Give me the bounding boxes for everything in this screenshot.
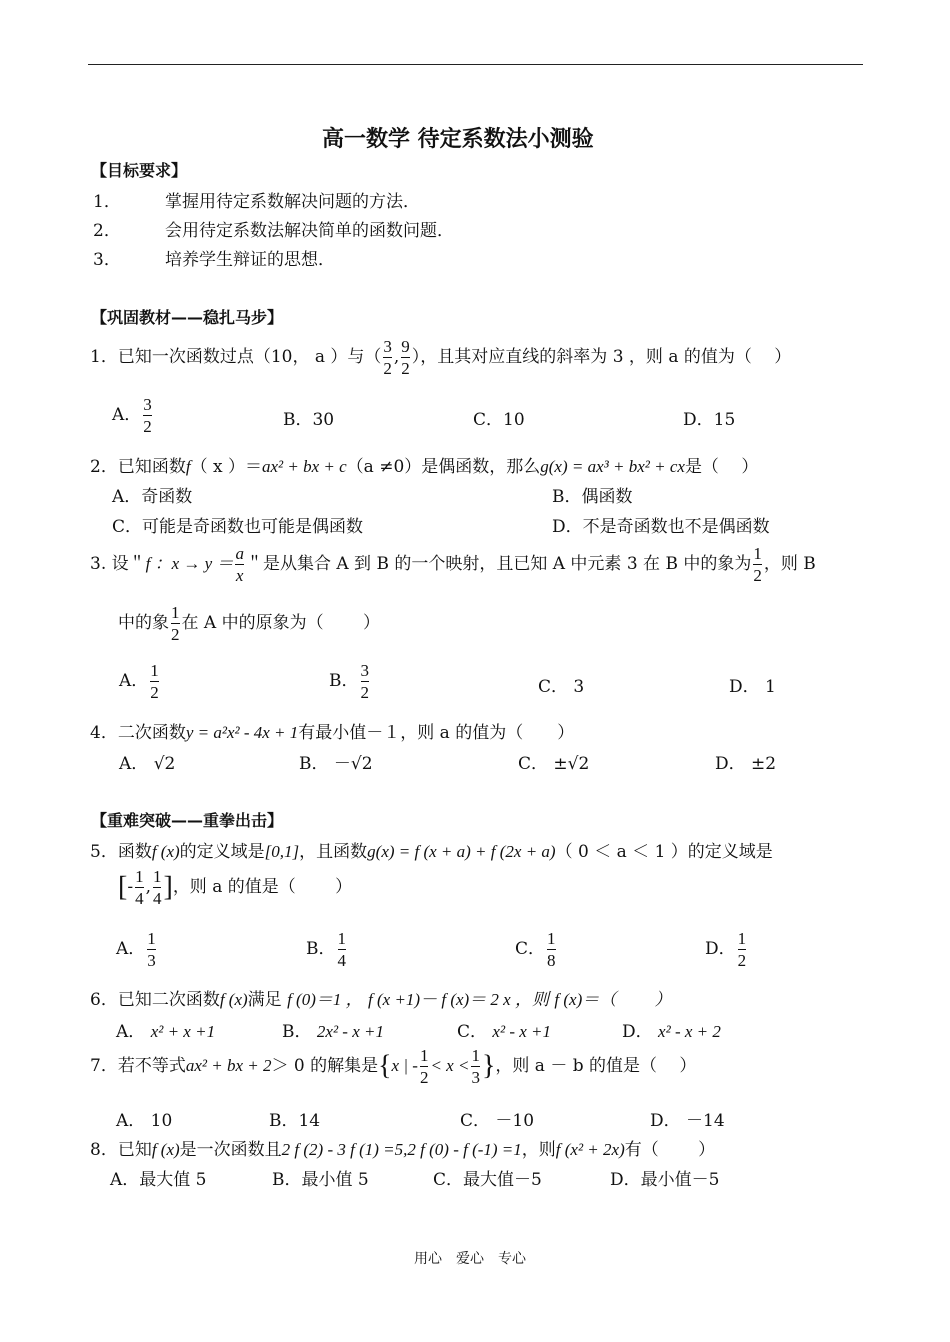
q3-option-c[interactable]: C． 3	[538, 677, 585, 697]
question-6: 6．已知二次函数f (x)满足 f (0)＝1 ， f (x +1)－ f (x)＝ 2 x ，则 f (x)＝（ ）	[90, 990, 672, 1010]
q6-option-d[interactable]: D． x² - x + 2	[622, 1022, 721, 1042]
q4-option-c[interactable]: C． ±√2	[518, 754, 590, 774]
q4-option-d[interactable]: D． ±2	[715, 754, 777, 774]
header-rule	[88, 64, 863, 65]
q8-condition: 2 f (2) - 3 f (1) =5,2 f (0) - f (-1) =1	[281, 1140, 522, 1159]
page-title: 高一数学 待定系数法小测验	[322, 127, 594, 152]
q5-domain: [0,1]	[264, 842, 300, 861]
q7-option-b[interactable]: B．14	[269, 1111, 321, 1131]
question-2: 2．已知函数f（ x ）＝ax² + bx + c（a ≠0）是偶函数，那么g(x) = ax³ + bx² + cx是（ ）	[90, 457, 759, 477]
q5-option-d[interactable]: D． $\frac{1}{2}$	[705, 929, 747, 970]
question-5-line-2: [- $\frac{1}{4}$ , $\frac{1}{4}$ ]，则 a 的值是（ ）	[118, 867, 353, 908]
q6-option-b[interactable]: B． 2x² - x +1	[282, 1022, 384, 1042]
question-7: 7．若不等式ax² + bx + 2＞ 0 的解集是{x | - $\frac{1}{2}$ < x < $\frac{1}{3}$ }，则 a － b 的值是（ ）	[90, 1046, 697, 1087]
q5-option-b[interactable]: B． $\frac{1}{4}$	[306, 929, 346, 970]
q2-option-b[interactable]: B．偶函数	[552, 487, 633, 507]
q1-frac-1: $\frac{3}{2}$	[383, 337, 392, 378]
section-breakthrough-heading: 【重难突破——重拳出击】	[91, 811, 284, 830]
q6-option-a[interactable]: A． x² + x +1	[116, 1022, 216, 1042]
q4-expr: y = a²x² - 4x + 1	[185, 723, 299, 742]
goals-heading: 【目标要求】	[91, 161, 188, 180]
q2-option-d[interactable]: D．不是奇函数也不是偶函数	[552, 517, 770, 537]
goal-3-text: 培养学生辩证的思想．	[165, 250, 335, 270]
q8-option-b[interactable]: B．最小值 5	[272, 1170, 369, 1190]
question-3: 3. 设＂f ：x → y ＝ $\frac{a}{x}$ ＂是从集合 A 到 B 的一个映射，且已知 A 中元素 3 在 B 中的象为 $\frac{1}{2}$ ，则 B	[90, 544, 816, 585]
q8-option-d[interactable]: D．最小值－5	[610, 1170, 720, 1190]
page-footer: 用心 爱心 专心	[414, 1251, 526, 1267]
question-1: 1．已知一次函数过点（10， a ）与（ $\frac{3}{2}$ , $\frac{9}{2}$ ），且其对应直线的斜率为 3 ，则 a 的值为（ ）	[90, 337, 792, 378]
question-4: 4．二次函数y = a²x² - 4x + 1有最小值－１，则 a 的值为（ ）	[90, 723, 575, 743]
q5-option-a[interactable]: A． $\frac{1}{3}$	[116, 929, 156, 970]
q7-option-d[interactable]: D． －14	[650, 1111, 725, 1131]
q1-pre: 1．已知一次函数过点（10， a ）与（	[90, 347, 382, 367]
q7-option-a[interactable]: A． 10	[116, 1111, 173, 1131]
goal-1-num: 1．	[93, 192, 121, 212]
q3-option-d[interactable]: D． 1	[729, 677, 776, 697]
q2-expr-2: g(x) = ax³ + bx² + cx	[540, 457, 685, 476]
q7-option-c[interactable]: C． －10	[460, 1111, 535, 1131]
goal-1-text: 掌握用待定系数解决问题的方法．	[165, 192, 420, 212]
goal-3-num: 3．	[93, 250, 121, 270]
question-8: 8．已知f (x)是一次函数且2 f (2) - 3 f (1) =5,2 f (0) - f (-1) =1，则f (x² + 2x)有（ ）	[90, 1140, 716, 1160]
q1-option-a[interactable]: A． $\frac{3}{2}$	[112, 395, 152, 436]
goal-2-num: 2．	[93, 221, 121, 241]
q8-option-c[interactable]: C．最大值－5	[433, 1170, 542, 1190]
q3-option-b[interactable]: B． $\frac{3}{2}$	[329, 661, 369, 702]
q7-expr: ax² + bx + 2	[185, 1056, 272, 1075]
q3-option-a[interactable]: A． $\frac{1}{2}$	[119, 661, 159, 702]
q6-option-c[interactable]: C． x² - x +1	[457, 1022, 551, 1042]
q1-option-c[interactable]: C．10	[473, 410, 525, 430]
q2-option-c[interactable]: C．可能是奇函数也可能是偶函数	[112, 517, 364, 537]
q8-option-a[interactable]: A．最大值 5	[110, 1170, 207, 1190]
section-consolidate-heading: 【巩固教材——稳扎马步】	[91, 308, 284, 327]
goal-2-text: 会用待定系数法解决简单的函数问题．	[165, 221, 454, 241]
q4-option-b[interactable]: B． －√2	[299, 754, 373, 774]
question-3-line-2: 中的象 $\frac{1}{2}$ 在 A 中的原象为（ ）	[118, 603, 380, 644]
q1-post: ），且其对应直线的斜率为 3 ，则 a 的值为（ ）	[411, 347, 792, 367]
q1-frac-2: $\frac{9}{2}$	[401, 337, 410, 378]
q2-expr-1: ax² + bx + c	[261, 457, 347, 476]
q4-option-a[interactable]: A． √2	[119, 754, 176, 774]
q1-option-b[interactable]: B．30	[283, 410, 335, 430]
q5-g-expr: g(x) = f (x + a) + f (2x + a)	[367, 842, 556, 861]
q1-option-d[interactable]: D．15	[683, 410, 736, 430]
q8-composite: f (x² + 2x)	[555, 1140, 625, 1159]
question-5: 5．函数f (x)的定义域是[0,1]，且函数g(x) = f (x + a) + f (2x + a)（ 0 ＜ a ＜ 1 ）的定义域是	[90, 842, 773, 862]
q2-option-a[interactable]: A．奇函数	[112, 487, 193, 507]
q5-option-c[interactable]: C． $\frac{1}{8}$	[515, 929, 556, 970]
